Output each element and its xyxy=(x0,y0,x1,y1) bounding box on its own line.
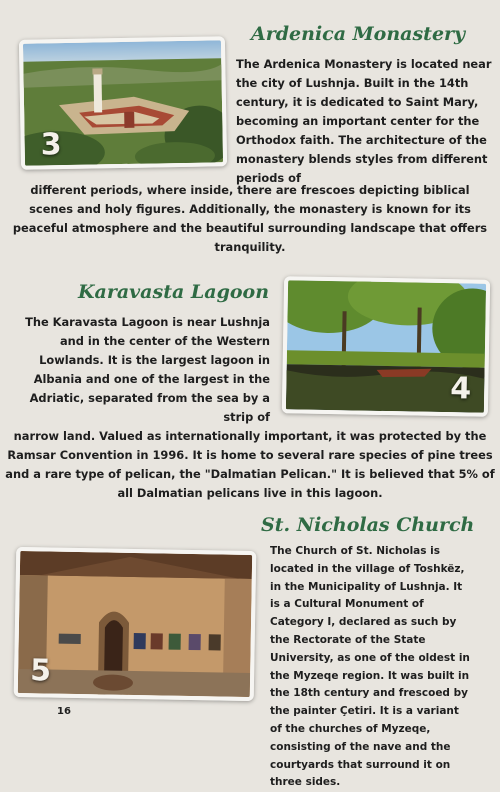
karavasta-text-full: narrow land. Valued as internationally important, it was protected by the Ramsar Convention in 1996. It is home to several rare species of pine trees and a rare type of pelican, the "Dalmatian Pelican." It is believed that 5% of all Dalmatian pelicans live in this lagoon. xyxy=(5,429,495,500)
st-nicholas-church-photo xyxy=(14,547,257,701)
section-title-karavasta: Karavasta Lagoon xyxy=(78,281,270,303)
section-title-ardenica: Ardenica Monastery xyxy=(251,23,466,45)
photo-number-5: 5 xyxy=(29,653,52,689)
ardenica-text-full: different periods, where inside, there are frescoes depicting biblical scenes and holy figures. Additionally, the monastery is known for its peaceful atmosphere and the beautiful surrounding landscape that offers tranquility. xyxy=(12,183,488,254)
page-number: 16 xyxy=(57,706,71,717)
photo-number-4: 4 xyxy=(449,371,472,407)
karavasta-lagoon-photo xyxy=(282,276,490,417)
photo-number-3: 3 xyxy=(40,127,62,163)
church-image xyxy=(18,551,252,697)
st-nicholas-text: The Church of St. Nicholas is located in the village of Toshkëz, in the Municipality of Lushnja. It is a Cultural Monument of Category I, declared as such by the Rectorate of the State University, as one of the oldest in the Myzeqe region. It was built in the 18th century and frescoed by the painter Çetiri. It is a variant of the churches of Myzeqe, consisting of the nave and the courtyards that surround it on three sides. xyxy=(270,545,470,789)
section-title-st-nicholas: St. Nicholas Church xyxy=(261,514,475,536)
ardenica-text-side: The Ardenica Monastery is located near the city of Lushnja. Built in the 14th century, it is dedicated to Saint Mary, becoming an important center for the Orthodox faith. The architecture of the monastery blends styles from different periods of xyxy=(236,57,492,185)
karavasta-text-side: The Karavasta Lagoon is near Lushnja and in the center of the Western Lowlands. It is the largest lagoon in Albania and one of the largest in the Adriatic, separated from the sea by a strip of xyxy=(25,315,270,424)
ardenica-monastery-photo xyxy=(19,36,227,170)
